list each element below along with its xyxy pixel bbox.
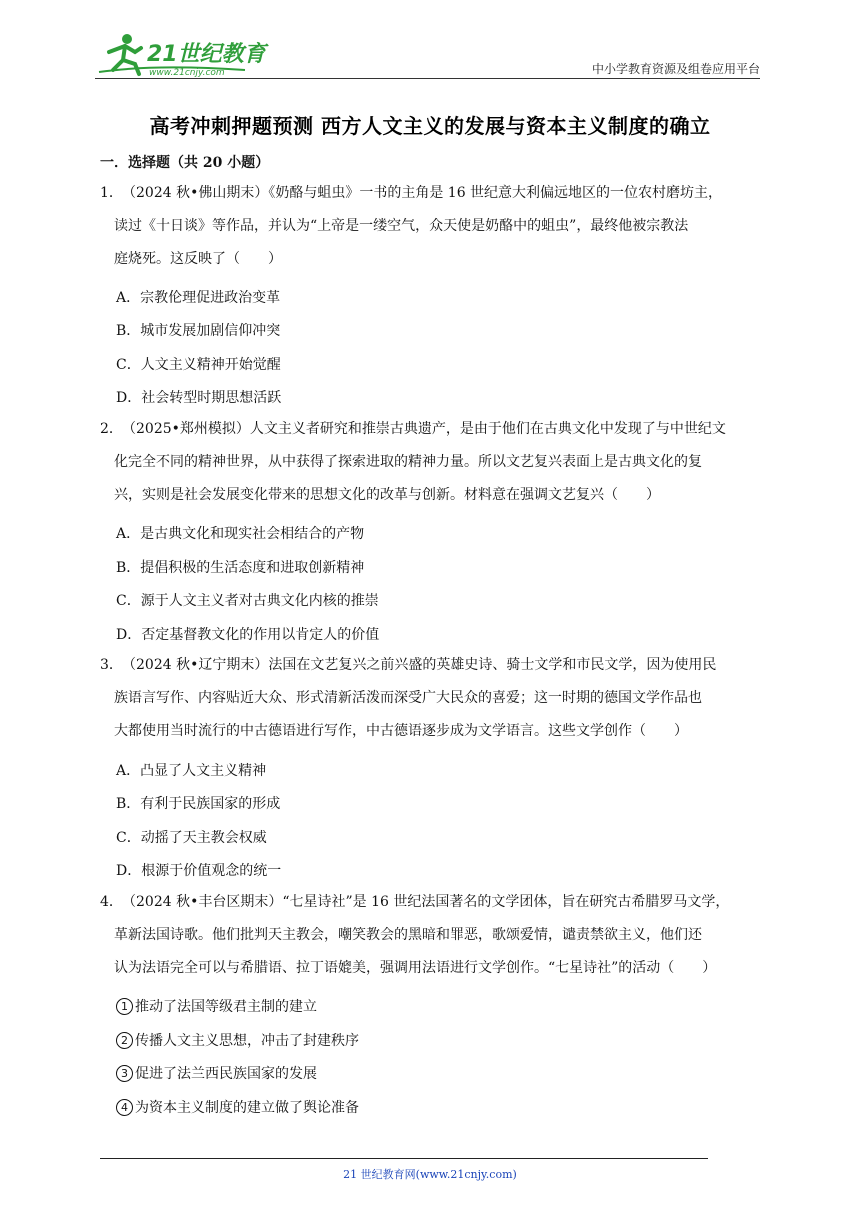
- question-line: 兴，实则是社会发展变化带来的思想文化的改革与创新。材料意在强调文艺复兴（ ）: [114, 487, 660, 503]
- logo-icon: [95, 30, 295, 78]
- option-b[interactable]: B．提倡积极的生活态度和进取创新精神: [116, 560, 365, 576]
- statement-text: 促进了法兰西民族国家的发展: [135, 1066, 317, 1082]
- question-line: 族语言写作、内容贴近大众、形式清新活泼而深受广大民众的喜爱；这一时期的德国文学作品也: [114, 690, 702, 706]
- question-line: （2024 秋•丰台区期末）“七星诗社”是 16 世纪法国著名的文学团体，旨在研究古希腊罗马文学，: [122, 894, 730, 910]
- statement-text: 为资本主义制度的建立做了舆论准备: [135, 1100, 359, 1116]
- option-d[interactable]: D．根源于价值观念的统一: [116, 863, 282, 879]
- footer-link[interactable]: 21 世纪教育网(www.21cnjy.com): [343, 1168, 517, 1181]
- question-line: 化完全不同的精神世界，从中获得了探索进取的精神力量。所以文艺复兴表面上是古典文化的复: [114, 454, 702, 470]
- question-number: 2．: [100, 421, 123, 437]
- option-d[interactable]: D．社会转型时期思想活跃: [116, 390, 282, 406]
- statement-text: 传播人文主义思想，冲击了封建秩序: [135, 1033, 359, 1049]
- option-c[interactable]: C．动摇了天主教会权威: [116, 830, 267, 846]
- question-line: 大都使用当时流行的中古德语进行写作，中古德语逐步成为文学语言。这些文学创作（ ）: [114, 723, 688, 739]
- question-2: [100, 413, 770, 512]
- circled-number: 2: [116, 1032, 133, 1049]
- question-line: （2024 秋•辽宁期末）法国在文艺复兴之前兴盛的英雄史诗、骑士文学和市民文学，因为使用民: [122, 657, 717, 673]
- option-d[interactable]: D．否定基督教文化的作用以肯定人的价值: [116, 627, 380, 643]
- question-number: 3．: [100, 657, 123, 673]
- question-line: 认为法语完全可以与希腊语、拉丁语媲美，强调用法语进行文学创作。“七星诗社”的活动（ ）: [114, 960, 717, 976]
- page-title: 高考冲刺押题预测 西方人文主义的发展与资本主义制度的确立: [149, 114, 711, 138]
- circled-number: 1: [116, 998, 133, 1015]
- question-line: 革新法国诗歌。他们批判天主教会，嘲笑教会的黑暗和罪恶，歌颂爱情，谴责禁欲主义，他们还: [114, 927, 702, 943]
- question-number: 1．: [100, 185, 123, 201]
- statement-item[interactable]: [116, 1063, 317, 1083]
- header-divider: [95, 78, 760, 79]
- question-4: [100, 886, 770, 985]
- option-a[interactable]: A．凸显了人文主义精神: [116, 763, 267, 779]
- statement-item[interactable]: [116, 996, 317, 1016]
- option-c[interactable]: C．人文主义精神开始觉醒: [116, 357, 281, 373]
- header-platform-text: 中小学教育资源及组卷应用平台: [591, 62, 760, 76]
- statement-item[interactable]: [116, 1030, 359, 1050]
- question-1: [100, 177, 770, 276]
- logo-url-text: www.21cnjy.com: [149, 68, 225, 78]
- option-b[interactable]: B．城市发展加剧信仰冲突: [116, 323, 281, 339]
- option-a[interactable]: A．宗教伦理促进政治变革: [116, 290, 281, 306]
- option-a[interactable]: A．是古典文化和现实社会相结合的产物: [116, 526, 365, 542]
- question-number: 4．: [100, 894, 123, 910]
- circled-number: 4: [116, 1099, 133, 1116]
- footer-divider: [100, 1158, 708, 1159]
- question-line: （2024 秋•佛山期末）《奶酪与蛆虫》一书的主角是 16 世纪意大利偏远地区的一位农村磨坊主，: [122, 185, 723, 201]
- question-line: 读过《十日谈》等作品，并认为“上帝是一缕空气，众天使是奶酪中的蛆虫”，最终他被宗教法: [114, 218, 689, 234]
- question-line: （2025•郑州模拟）人文主义者研究和推崇古典遗产，是由于他们在古典文化中发现了与中世纪文: [122, 421, 726, 437]
- circled-number: 3: [116, 1065, 133, 1082]
- page-header: [95, 30, 760, 80]
- question-line: 庭烧死。这反映了（ ）: [114, 251, 282, 267]
- logo-main-text: 21世纪教育: [147, 42, 266, 67]
- question-3: [100, 649, 770, 748]
- section-heading: 一．选择题（共 20 小题）: [100, 155, 270, 171]
- option-b[interactable]: B．有利于民族国家的形成: [116, 796, 281, 812]
- statement-item[interactable]: [116, 1097, 359, 1117]
- statement-text: 推动了法国等级君主制的建立: [135, 999, 317, 1015]
- option-c[interactable]: C．源于人文主义者对古典文化内核的推崇: [116, 593, 379, 609]
